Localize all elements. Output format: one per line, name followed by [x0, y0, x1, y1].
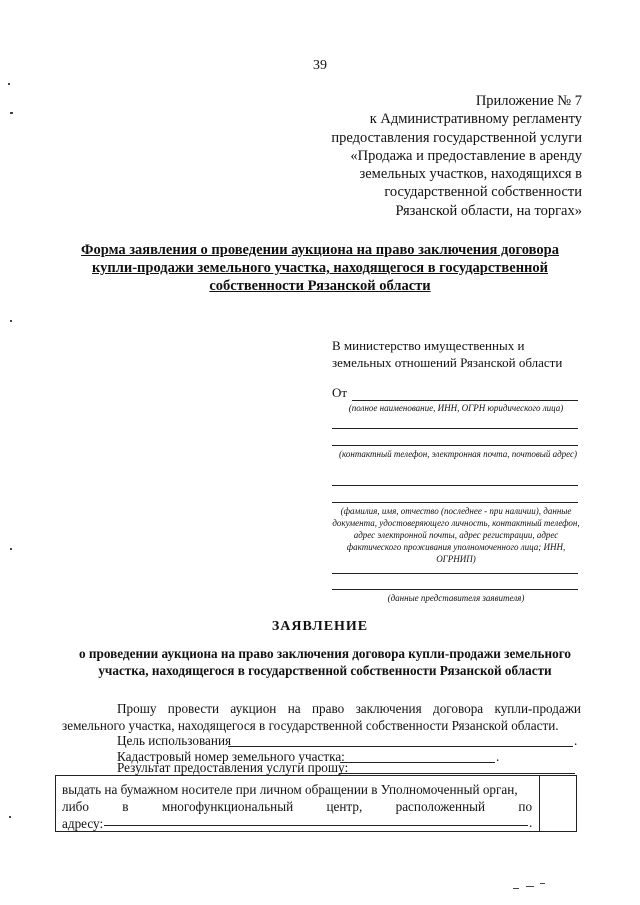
- statement-subtitle: о проведении аукциона на право заключения договора купли-продажи земельного участка, находящегося в государственной собственности Рязанской области: [79, 646, 571, 678]
- appendix-line: к Административному регламенту: [369, 111, 582, 128]
- option-line: выдать на бумажном носителе при личном обращении в Уполномоченный орган,: [62, 782, 518, 797]
- hint-contacts: (контактный телефон, электронная почта, почтовый адрес): [338, 449, 577, 459]
- option-line: [62, 798, 532, 815]
- statement-title: ЗАЯВЛЕНИЕ: [271, 619, 369, 634]
- address-field[interactable]: [104, 825, 528, 826]
- appendix-header: [331, 92, 582, 220]
- scan-speck: [10, 112, 13, 114]
- addressee-block: [332, 337, 562, 371]
- delivery-option-checkbox[interactable]: [540, 776, 574, 830]
- person-field[interactable]: [332, 485, 578, 486]
- scan-speck: [513, 888, 519, 889]
- appendix-line: предоставления государственной услуги: [331, 129, 582, 146]
- addressee-line: земельных отношений Рязанской области: [332, 355, 563, 370]
- cadastral-number-field[interactable]: [340, 762, 495, 763]
- scan-speck: [10, 548, 12, 550]
- contacts-field[interactable]: [332, 445, 578, 446]
- address-period: .: [529, 815, 533, 830]
- page-number: 39: [313, 58, 327, 73]
- hint-full-name: (полное наименование, ИНН, ОГРН юридического лица): [348, 403, 564, 413]
- scan-speck: [540, 883, 545, 884]
- hint-person: (фамилия, имя, отчество (последнее - при наличии), данные документа, удостоверяющего личность, контактный телефон, адрес электронной почты, адрес регистрации, адрес фактического проживания уполномоченного лица; ИНН, ОГРНИП): [332, 506, 580, 564]
- scan-speck: [8, 83, 10, 85]
- from-label: От: [332, 385, 348, 400]
- contacts-field[interactable]: [332, 428, 578, 429]
- option-word: по: [518, 799, 533, 814]
- result-label: Результат предоставления услуги прошу:: [117, 760, 349, 775]
- representative-field[interactable]: [332, 589, 578, 590]
- result-field[interactable]: [339, 773, 575, 774]
- form-title: Форма заявления о проведении аукциона на право заключения договора купли-продажи земельного участка, находящегося в государственной собственности Рязанской области: [81, 242, 559, 294]
- purpose-period: .: [574, 733, 578, 748]
- cadastral-period: .: [496, 749, 500, 764]
- option-word: либо: [62, 799, 89, 814]
- appendix-line: «Продажа и предоставление в аренду: [350, 147, 582, 164]
- scan-speck: [9, 816, 11, 818]
- option-word: многофункциональный: [161, 799, 294, 814]
- appendix-line: государственной собственности: [384, 184, 582, 201]
- option-word: в: [122, 799, 129, 814]
- address-label: адресу:: [62, 816, 104, 831]
- scan-speck: [526, 886, 534, 887]
- option-word: центр,: [326, 799, 363, 814]
- person-field[interactable]: [332, 502, 578, 503]
- purpose-label: Цель использования: [117, 733, 232, 748]
- applicant-name-field[interactable]: [352, 400, 578, 401]
- scan-speck: [10, 320, 12, 322]
- option-word: расположенный: [395, 799, 486, 814]
- option-line: [62, 815, 532, 832]
- statement-body: Прошу провести аукцион на право заключения договора купли-продажи земельного участка, находящегося в государственной собственности Рязанской области.: [62, 701, 581, 733]
- appendix-line: Рязанской области, на торгах»: [395, 202, 582, 219]
- representative-field[interactable]: [332, 573, 578, 574]
- appendix-line: земельных участков, находящихся в: [359, 166, 582, 183]
- purpose-field[interactable]: [228, 746, 573, 747]
- addressee-line: В министерство имущественных и: [332, 338, 525, 353]
- appendix-line: Приложение № 7: [475, 93, 582, 109]
- hint-representative: (данные представителя заявителя): [387, 593, 525, 603]
- cadastral-label: Кадастровый номер земельного участка:: [117, 749, 345, 764]
